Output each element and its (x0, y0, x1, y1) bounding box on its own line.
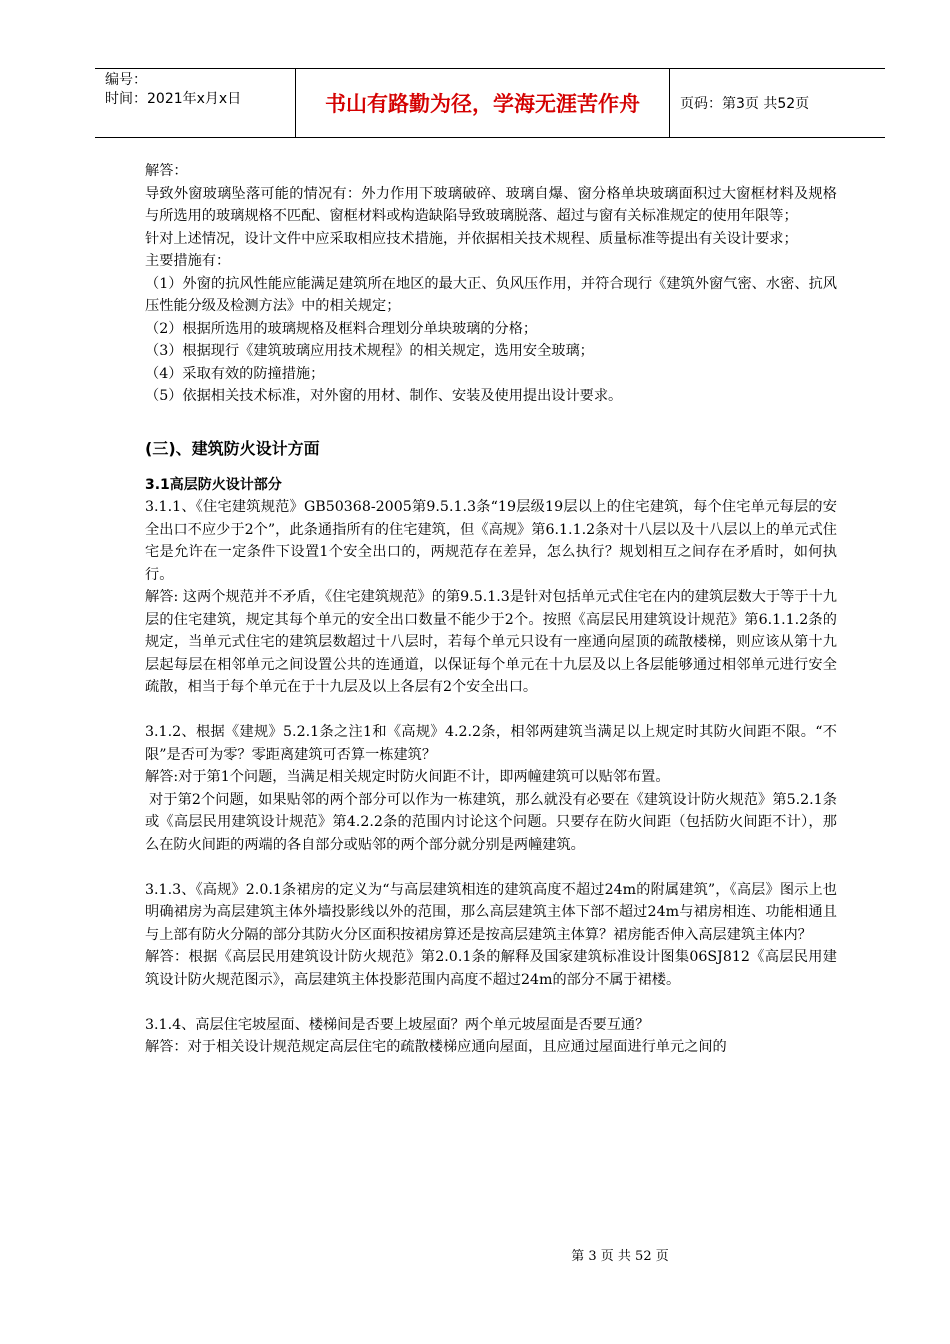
section-title: (三)、建筑防火设计方面 (145, 438, 320, 458)
measure-item: （1）外窗的抗风性能应能满足建筑所在地区的最大正、负风压作用，并符合现行《建筑外窗气密、水密、抗风压性能分级及检测方法》中的相关规定； (145, 275, 837, 314)
intro-answer-label: 解答： (145, 163, 188, 179)
answer-3-1-1: 解答: 这两个规范并不矛盾，《住宅建筑规范》的第9.5.1.3是针对包括单元式住宅在内的建筑层数大于等于十九层的住宅建筑，规定其每个单元的安全出口数量不能少于2个。按照《高层民用建筑设计规范》第6.1.1.2条的规定，当单元式住宅的建筑层数超过十八层时，若每个单元只设有一座通向屋顶的疏散楼梯，则应该从第十九层起每层在相邻单元之间设置公共的连通道，以保证每个单元在十九层及以上各层能够通过相邻单元进行安全疏散，相当于每个单元在于十九层及以上各层有2个安全出口。 (145, 589, 837, 695)
question-3-1-2: 3.1.2、根据《建规》5.2.1条之注1和《高规》4.2.2条，相邻两建筑当满足以上规定时其防火间距不限。“不限”是否可为零？零距离建筑可否算一栋建筑？ (145, 724, 837, 763)
header-motto: 书山有路勤为径，学海无涯苦作舟 (296, 69, 670, 137)
intro-paragraph: 主要措施有： (145, 253, 231, 269)
intro-paragraph: 针对上述情况，设计文件中应采取相应技术措施，并依据相关技术规程、质量标准等提出有关设计要求； (145, 230, 798, 247)
question-3-1-4: 3.1.4、高层住宅坡屋面、楼梯间是否要上坡屋面？两个单元坡屋面是否要互通？ (145, 1016, 650, 1033)
page-header (95, 68, 885, 138)
document-body (145, 160, 837, 1059)
header-meta (95, 69, 296, 137)
answer-3-1-2-part1: 解答:对于第1个问题，当满足相关规定时防火间距不计，即两幢建筑可以贴邻布置。 (145, 769, 670, 785)
measure-item: （2）根据所选用的玻璃规格及框料合理划分单块玻璃的分格； (145, 320, 538, 337)
answer-3-1-2-part2: 对于第2个问题，如果贴邻的两个部分可以作为一栋建筑，那么就没有必要在《建筑设计防火规范》第5.2.1条或《高层民用建筑设计规范》第4.2.2条的范围内讨论这个问题。只要存在防火间距（包括防火间距不计），那么在防火间距的两端的各自部分或贴邻的两个部分就分别是两幢建筑。 (145, 791, 837, 853)
answer-3-1-3: 解答：根据《高层民用建筑设计防火规范》第2.0.1条的解释及国家建筑标准设计图集06SJ812《高层民用建筑设计防火规范图示》，高层建筑主体投影范围内高度不超过24m的部分不属于裙楼。 (145, 949, 837, 988)
measure-item: （5）依据相关技术标准，对外窗的用材、制作、安装及使用提出设计要求。 (145, 388, 623, 404)
question-3-1-1: 3.1.1、《住宅建筑规范》GB50368-2005第9.5.1.3条“19层级19层以上的住宅建筑，每个住宅单元每层的安全出口不应少于2个”，此条通指所有的住宅建筑，但《高规》第6.1.1.2条对十八层以及十八层以上的单元式住宅是允许在一定条件下设置1个安全出口的，两规范存在差异，怎么执行？规划相互之间存在矛盾时，如何执行。 (145, 499, 837, 583)
header-page-info: 页码：第3页 共52页 (680, 96, 810, 112)
measure-item: （4）采取有效的防撞措施； (145, 365, 325, 382)
subsection-title: 3.1高层防火设计部分 (145, 476, 282, 493)
document-number-label: 编号： (105, 72, 147, 88)
intro-paragraph: 导致外窗玻璃坠落可能的情况有：外力作用下玻璃破碎、玻璃自爆、窗分格单块玻璃面积过大窗框材料及规格与所选用的玻璃规格不匹配、窗框材料或构造缺陷导致玻璃脱落、超过与窗有关标准规定的使用年限等； (145, 185, 837, 224)
measure-item: （3）根据现行《建筑玻璃应用技术规程》的相关规定，选用安全玻璃； (145, 343, 594, 359)
answer-3-1-4: 解答：对于相关设计规范规定高层住宅的疏散楼梯应通向屋面，且应通过屋面进行单元之间的 (145, 1039, 727, 1055)
question-3-1-3: 3.1.3、《高规》2.0.1条裙房的定义为“与高层建筑相连的建筑高度不超过24m的附属建筑”，《高层》图示上也明确裙房为高层建筑主体外墙投影线以外的范围，那么高层建筑主体下部不超过24m与裙房相连、功能相通且与上部有防火分隔的部分其防火分区面积按裙房算还是按高层建筑主体算？裙房能否伸入高层建筑主体内？ (145, 881, 837, 943)
page-footer: 第 3 页 共 52 页 (571, 1249, 669, 1264)
document-time-label: 时间：2021年x月x日 (105, 91, 242, 107)
